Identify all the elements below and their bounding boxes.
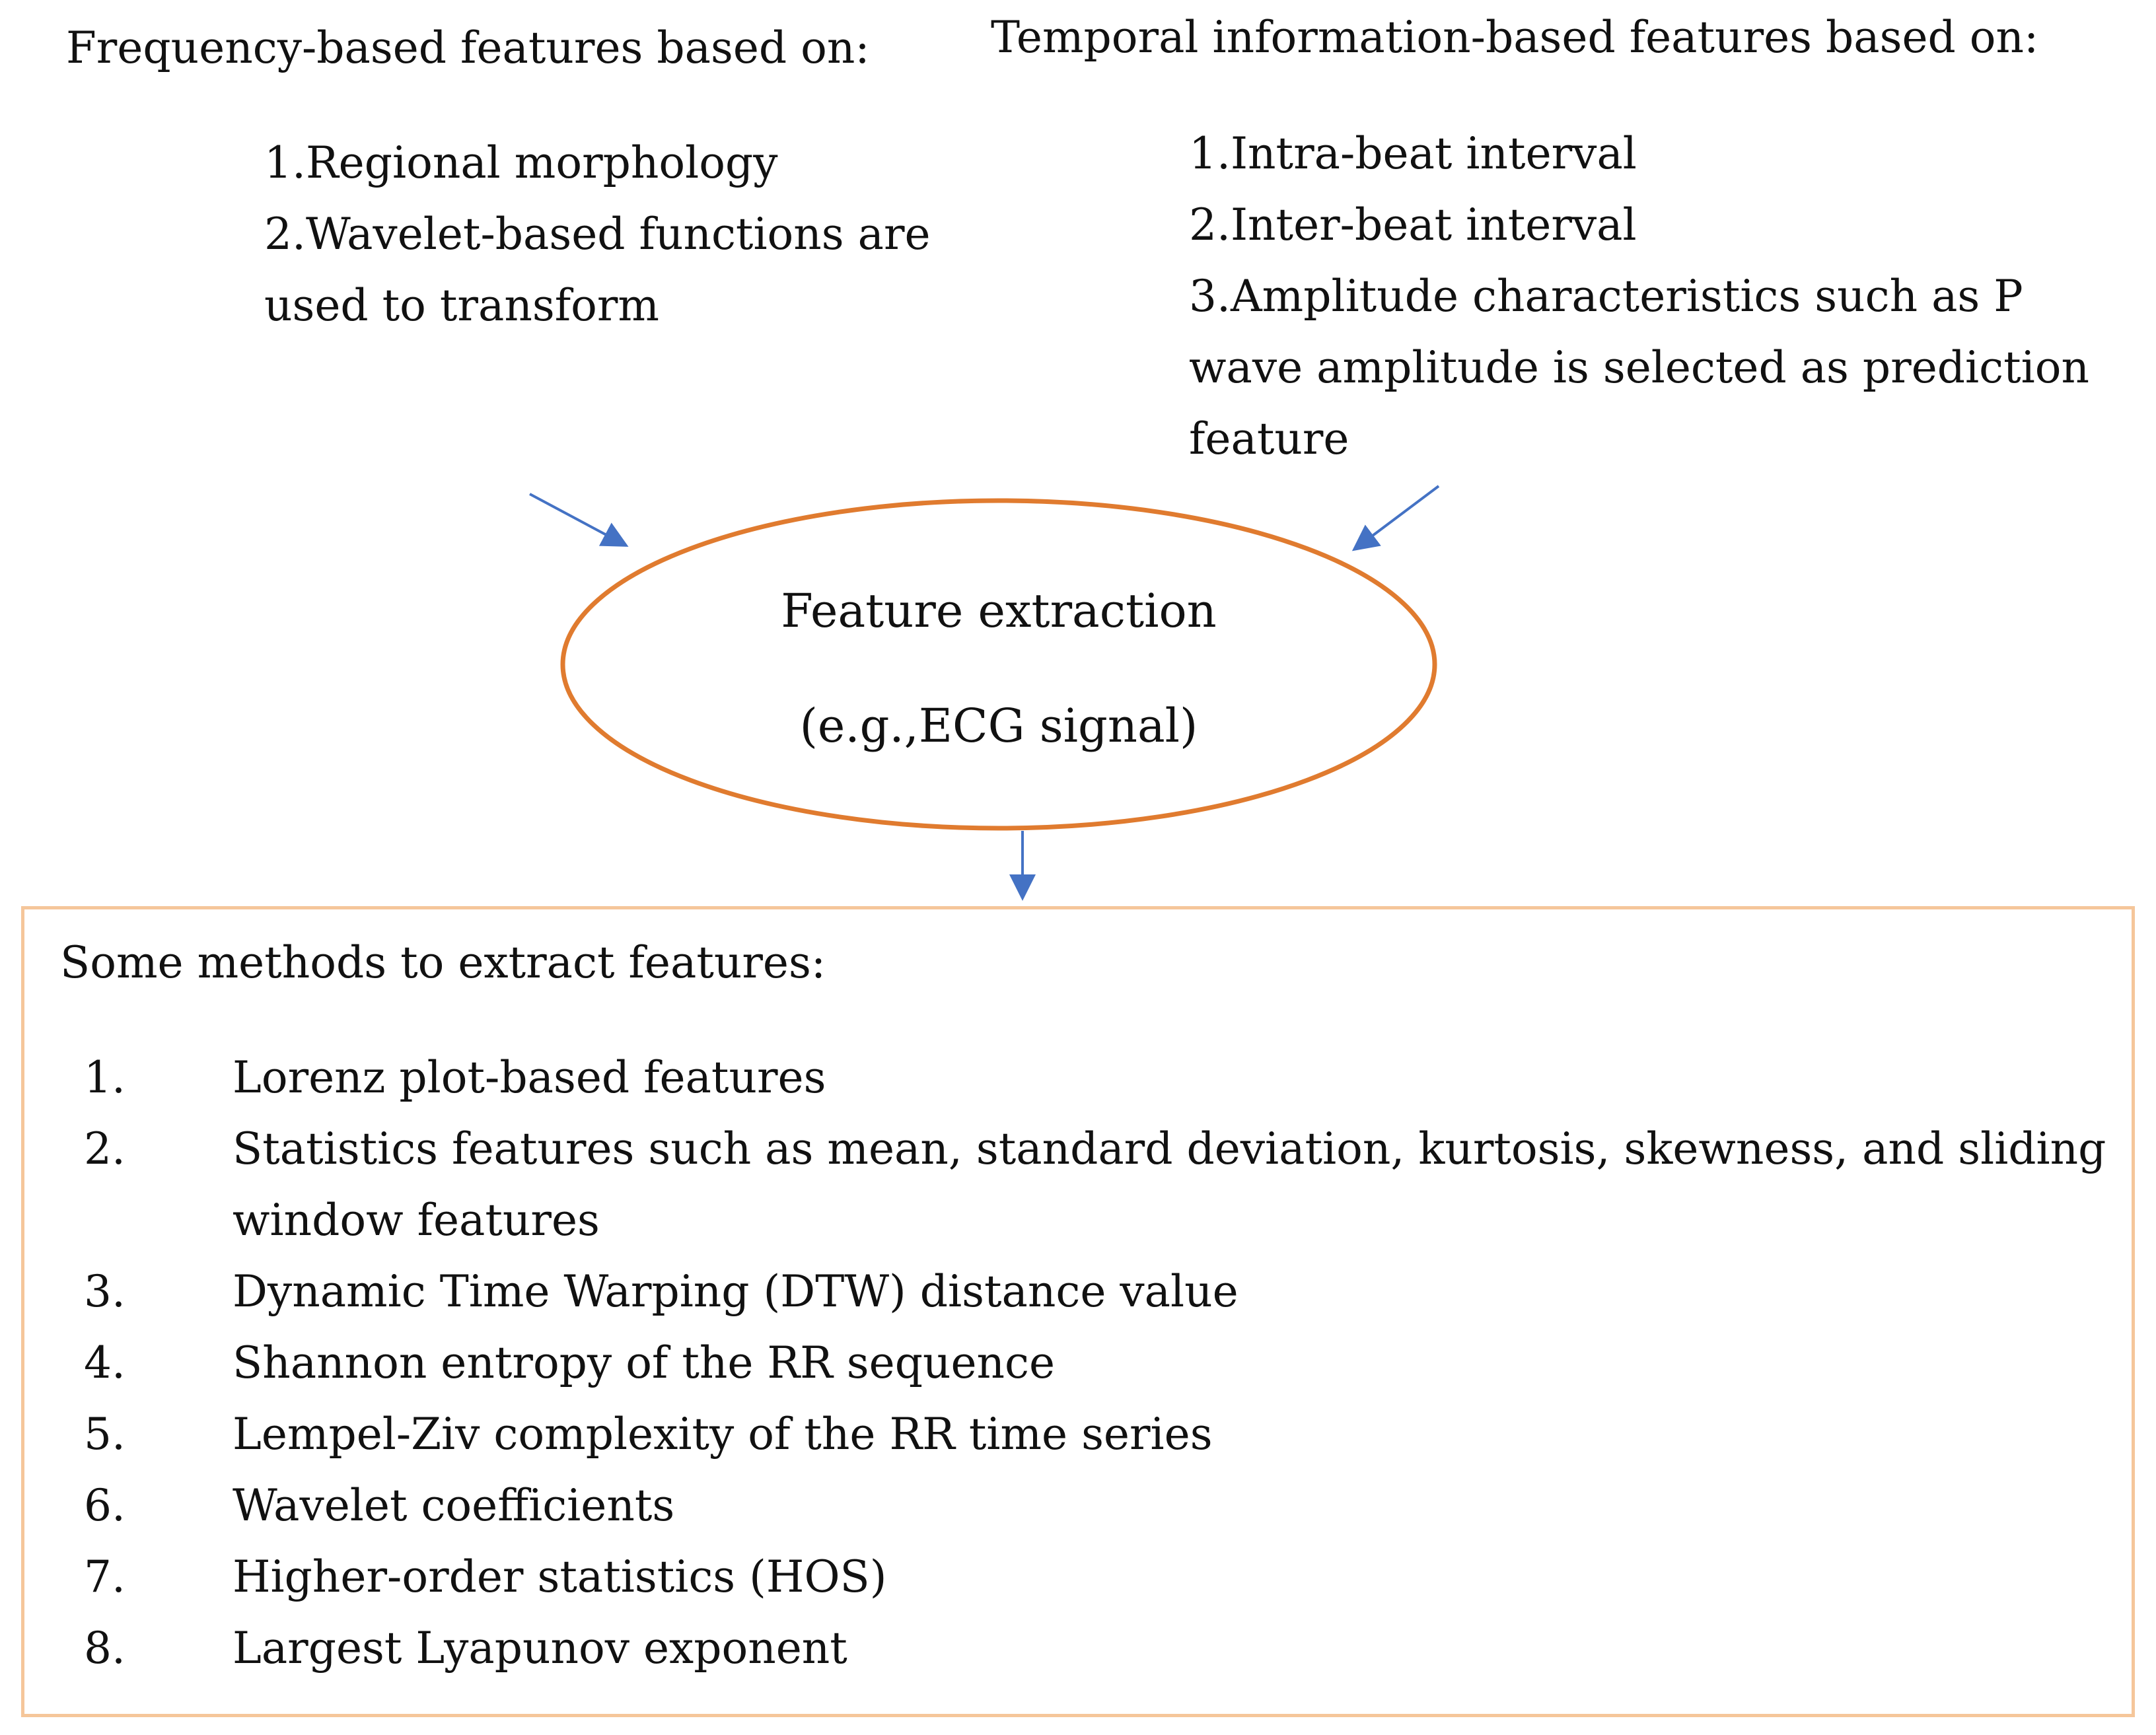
feature-extraction-ellipse xyxy=(563,501,1435,828)
methods-item-4-num: 4. xyxy=(84,1337,126,1388)
methods-item-7: Higher-order statistics (HOS) xyxy=(233,1551,887,1602)
frequency-item-1: 1.Regional morphology xyxy=(264,137,778,188)
feature-extraction-title: Feature extraction xyxy=(781,584,1217,638)
methods-item-5-num: 5. xyxy=(84,1409,126,1460)
methods-item-8: Largest Lyapunov exponent xyxy=(233,1623,847,1674)
methods-item-1: Lorenz plot-based features xyxy=(233,1052,826,1103)
methods-item-7-num: 7. xyxy=(84,1551,126,1602)
methods-item-2-num: 2. xyxy=(84,1123,126,1174)
temporal-heading: Temporal information-based features based on: xyxy=(991,12,2039,63)
methods-item-6-num: 6. xyxy=(84,1480,126,1531)
methods-item-2: Statistics features such as mean, standard deviation, kurtosis, skewness, and sliding xyxy=(233,1123,2106,1174)
methods-item-2-cont: window features xyxy=(233,1195,600,1246)
methods-item-3-num: 3. xyxy=(84,1266,126,1317)
temporal-item-3-cont: wave amplitude is selected as prediction xyxy=(1189,342,2089,393)
methods-item-1-num: 1. xyxy=(84,1052,126,1103)
temporal-item-3: 3.Amplitude characteristics such as P xyxy=(1189,271,2023,322)
methods-item-6: Wavelet coefficients xyxy=(233,1480,675,1531)
methods-item-4: Shannon entropy of the RR sequence xyxy=(233,1337,1056,1388)
feature-extraction-subtitle: (e.g.,ECG signal) xyxy=(799,699,1198,753)
frequency-heading: Frequency-based features based on: xyxy=(66,22,870,73)
frequency-item-2-cont: used to transform xyxy=(264,280,659,331)
arrow-temporal-to-center xyxy=(1354,486,1439,549)
methods-box xyxy=(21,906,2135,1717)
temporal-item-3-cont2: feature xyxy=(1189,413,1349,464)
methods-item-3: Dynamic Time Warping (DTW) distance value xyxy=(233,1266,1239,1317)
methods-item-5: Lempel-Ziv complexity of the RR time series xyxy=(233,1409,1213,1460)
temporal-item-1: 1.Intra-beat interval xyxy=(1189,128,1637,179)
frequency-item-2: 2.Wavelet-based functions are xyxy=(264,209,931,260)
arrow-frequency-to-center xyxy=(530,494,626,546)
temporal-item-2: 2.Inter-beat interval xyxy=(1189,199,1637,250)
methods-item-8-num: 8. xyxy=(84,1623,126,1674)
methods-heading: Some methods to extract features: xyxy=(60,937,826,988)
